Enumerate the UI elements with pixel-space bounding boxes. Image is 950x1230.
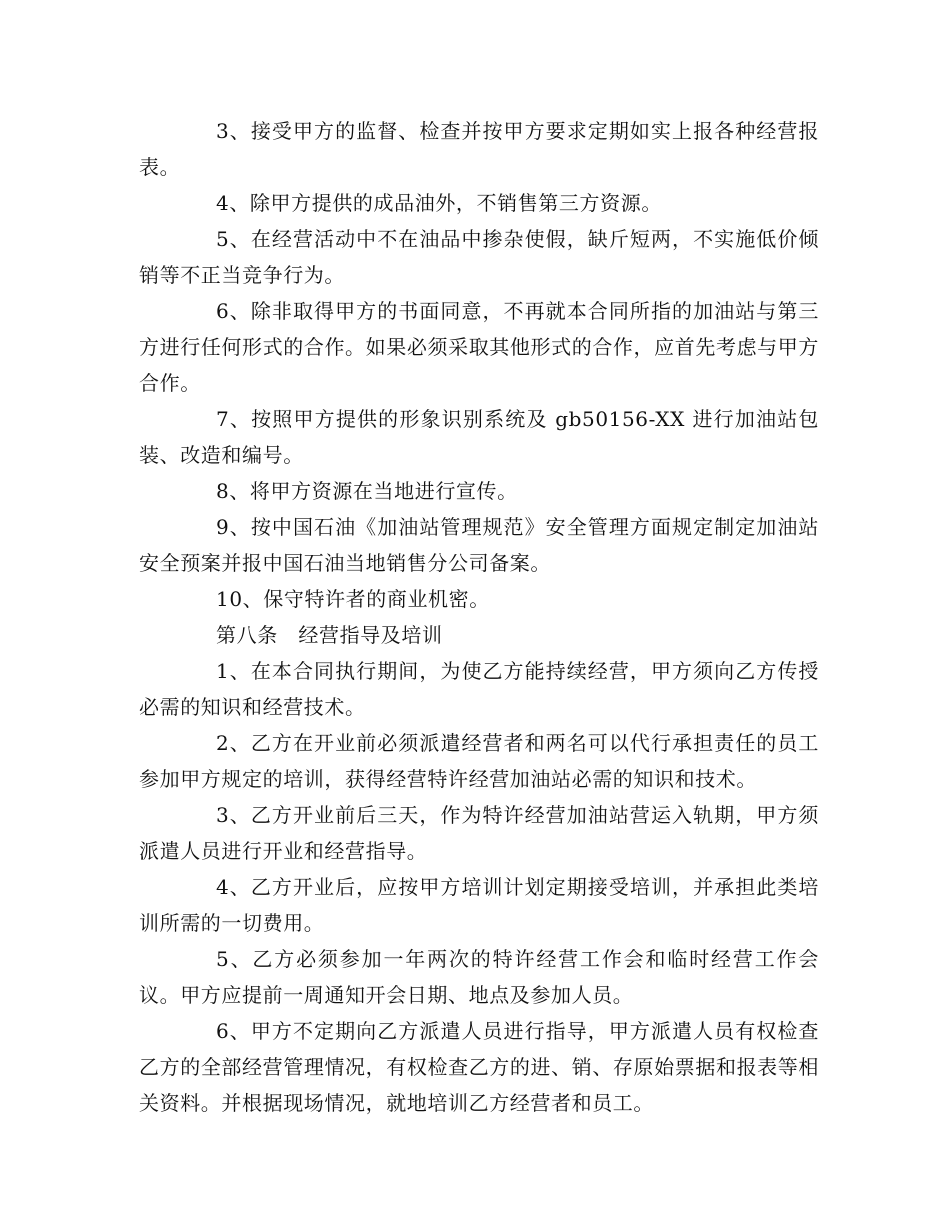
section-clause-4: 4、乙方开业后，应按甲方培训计划定期接受培训，并承担此类培训所需的一切费用。 bbox=[139, 875, 819, 935]
clause-item-5: 5、在经营活动中不在油品中掺杂使假，缺斤短两，不实施低价倾销等不正当竞争行为。 bbox=[139, 227, 819, 287]
section-clause-3: 3、乙方开业前后三天，作为特许经营加油站营运入轨期，甲方须派遣人员进行开业和经营指导。 bbox=[139, 803, 819, 863]
section-clause-6: 6、甲方不定期向乙方派遣人员进行指导，甲方派遣人员有权检查乙方的全部经营管理情况，有权检查乙方的进、销、存原始票据和报表等相关资料。并根据现场情况，就地培训乙方经营者和员工。 bbox=[139, 1019, 819, 1115]
clause-item-7: 7、按照甲方提供的形象识别系统及 gb50156-XX 进行加油站包装、改造和编号。 bbox=[139, 407, 819, 467]
section-clause-1: 1、在本合同执行期间，为使乙方能持续经营，甲方须向乙方传授必需的知识和经营技术。 bbox=[139, 659, 819, 719]
clause-item-3: 3、接受甲方的监督、检查并按甲方要求定期如实上报各种经营报表。 bbox=[139, 119, 819, 179]
clause-item-10: 10、保守特许者的商业机密。 bbox=[216, 587, 490, 611]
document-body bbox=[139, 113, 819, 1121]
section-clause-5: 5、乙方必须参加一年两次的特许经营工作会和临时经营工作会议。甲方应提前一周通知开会日期、地点及参加人员。 bbox=[139, 947, 819, 1007]
clause-item-8: 8、将甲方资源在当地进行宣传。 bbox=[216, 479, 518, 503]
section-heading: 第八条 经营指导及培训 bbox=[216, 623, 443, 647]
clause-item-9: 9、按中国石油《加油站管理规范》安全管理方面规定制定加油站安全预案并报中国石油当地销售分公司备案。 bbox=[139, 515, 819, 575]
clause-item-6: 6、除非取得甲方的书面同意，不再就本合同所指的加油站与第三方进行任何形式的合作。如果必须采取其他形式的合作，应首先考虑与甲方合作。 bbox=[139, 299, 819, 395]
clause-item-4: 4、除甲方提供的成品油外，不销售第三方资源。 bbox=[216, 191, 662, 215]
section-clause-2: 2、乙方在开业前必须派遣经营者和两名可以代行承担责任的员工参加甲方规定的培训，获得经营特许经营加油站必需的知识和技术。 bbox=[139, 731, 819, 791]
